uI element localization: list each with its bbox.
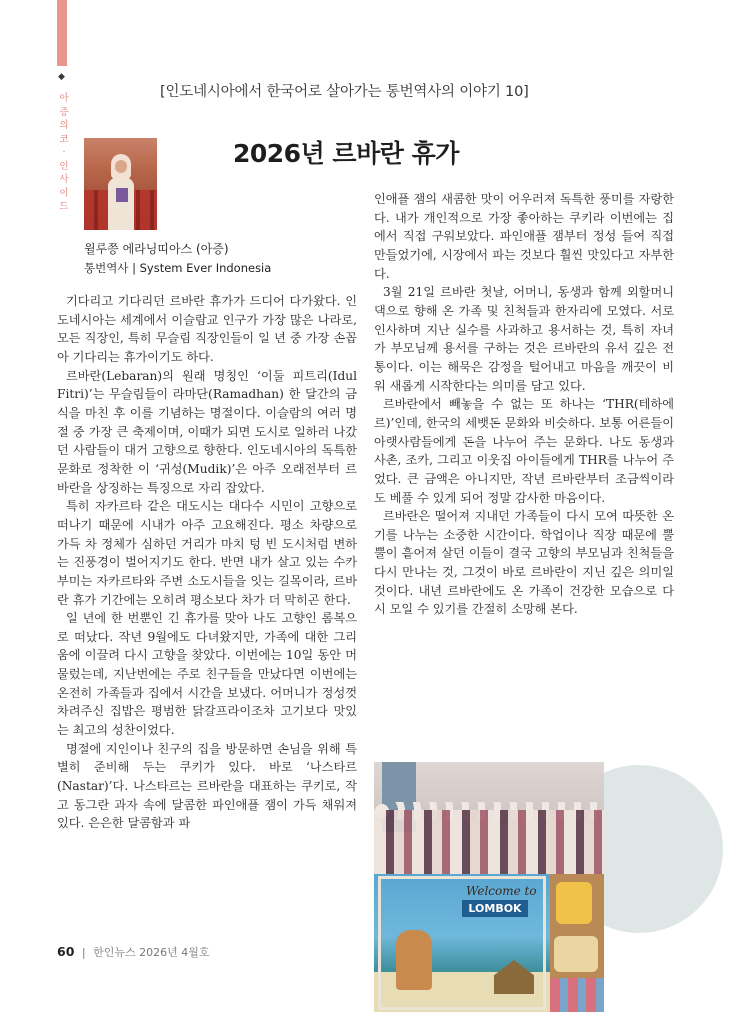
author-name: 윌루쯩 에라닝띠아스 (아증) bbox=[84, 242, 229, 256]
section-label-char: 사 bbox=[59, 174, 69, 185]
section-label-char: · bbox=[62, 147, 66, 158]
page-number: 60 bbox=[57, 944, 75, 959]
section-label-char: 증 bbox=[59, 106, 69, 118]
issue-label: 한인뉴스 2026년 4월호 bbox=[93, 946, 210, 959]
series-heading: [인도네시아에서 한국어로 살아가는 통번역사의 이야기 10] bbox=[160, 84, 529, 100]
author-role: 통번역사 | System Ever Indonesia bbox=[84, 261, 272, 275]
section-label-char: 드 bbox=[59, 201, 69, 212]
paragraph: 르바란은 떨어져 지내던 가족들이 다시 모여 따뜻한 온기를 나누는 소중한 시간이다. 학업이나 직장 때문에 뿔뿔이 흩어져 살던 이들이 결국 고향의 부모님과 친척들을 다시 만나는 것, 그것이 바로 르바란이 지닌 깊은 의미일 것이다. 내년 르바란에도 온 가족이 건강한 모습으로 다시 모일 수 있기를 간절히 소망해 본다. bbox=[374, 509, 674, 617]
paragraph: 3월 21일 르바란 첫날, 어머니, 동생과 함께 외할머니 댁으로 향해 온 가족 및 친척들과 한자리에 모였다. 서로 인사하며 지난 실수를 사과하고 용서하는 것, 특히 자녀가 부모님께 용서를 구하는 것은 르바란의 유서 깊은 전통이다. 이는 해묵은 감정을 털어내고 마음을 깨끗이 비워 새롭게 시작한다는 의미를 담고 있다. bbox=[374, 285, 674, 393]
page-footer bbox=[57, 944, 210, 960]
accent-bar bbox=[57, 0, 67, 66]
article-title: 2026년 르바란 휴가 bbox=[233, 139, 459, 168]
section-label-char: 코 bbox=[59, 133, 69, 145]
article-column-right bbox=[374, 190, 674, 619]
family-gathering-photo bbox=[374, 762, 604, 874]
paragraph: 명절에 지인이나 친구의 집을 방문하면 손님을 위해 특별히 준비해 두는 쿠키가 있다. 바로 ‘나스타르(Nastar)’다. 나스타르는 르바란을 대표하는 쿠키로, 작고 동그란 과자 속에 달콤한 파인애플 잼이 가득 채워져 있다. 은은한 달콤함과 파 bbox=[57, 741, 357, 831]
lombok-poster-photo bbox=[374, 874, 550, 1012]
footer-separator: | bbox=[81, 946, 86, 959]
paragraph: 기다리고 기다리던 르바란 휴가가 드디어 다가왔다. 인도네시아는 세계에서 이슬람교 인구가 가장 많은 나라로, 모든 직장인, 특히 무슬림 직장인들이 일 년 중 가장 손꼽아 기다리는 휴가이기도 하다. bbox=[57, 294, 357, 364]
section-label-char: 의 bbox=[59, 120, 69, 131]
section-label-char: 인 bbox=[59, 160, 69, 172]
section-label bbox=[59, 92, 69, 214]
article-column-left bbox=[57, 292, 357, 833]
paragraph: 르바란(Lebaran)의 원래 명칭인 ‘이둘 피트리(Idul Fitri)’는 무슬림들이 라마단(Ramadhan) 한 달간의 금식을 마친 후 이를 기념하는 명절이다. 이슬람의 여러 명절 중 가장 큰 축제이며, 이때가 되면 도시로 일하러 나갔던 사람들이 대거 고향으로 향한다. 인도네시아의 독특한 문화로 정착한 이 ‘귀성(Mudik)’은 아주 오래전부터 르바란을 상징하는 특징으로 자리 잡았다. bbox=[57, 368, 357, 495]
section-label-char: 이 bbox=[59, 187, 69, 199]
section-label-char: 아 bbox=[59, 93, 69, 104]
paragraph: 르바란에서 빼놓을 수 없는 또 하나는 ‘THR(테하에르)’인데, 한국의 세뱃돈 문화와 비슷하다. 보통 어른들이 아랫사람들에게 돈을 나누어 주는 문화다. 나도 동생과 사촌, 조카, 그리고 이웃집 아이들에게 THR를 나누어 주었다. 큰 금액은 아니지만, 작년 르바란부터 조금씩이라도 베풀 수 있게 되어 정말 감사한 마음이다. bbox=[374, 397, 674, 505]
welcome-text: Welcome to bbox=[466, 884, 537, 898]
paragraph: 인애플 잼의 새콤한 맛이 어우러져 독특한 풍미를 자랑한다. 내가 개인적으로 가장 좋아하는 쿠키라 이번에는 집에서 직접 구워보았다. 파인애플 잼부터 정성 들여 직접 만들었기에, 시장에서 파는 것보다 훨씬 맛있다고 자부한다. bbox=[374, 192, 674, 281]
cookie-gifts-photo bbox=[550, 874, 604, 1012]
paragraph: 특히 자카르타 같은 대도시는 대다수 시민이 고향으로 떠나기 때문에 시내가 아주 고요해진다. 평소 차량으로 가득 차 정체가 심하던 거리가 마치 텅 빈 도시처럼 변하는 진풍경이 벌어지기도 한다. 반면 내가 살고 있는 수카부미는 자카르타와 주변 소도시들을 잇는 길목이라, 르바란 휴가 기간에는 오히려 평소보다 차가 더 막히곤 한다. bbox=[57, 499, 357, 607]
diamond-icon: ◆ bbox=[58, 72, 65, 82]
paragraph: 일 년에 한 번뿐인 긴 휴가를 맞아 나도 고향인 롬복으로 떠났다. 작년 9월에도 다녀왔지만, 가족에 대한 그리움에 이끌려 다시 고향을 찾았다. 이번에는 10일 동안 머물렀는데, 지난번에는 주로 친구들을 만났다면 이번에는 온전히 가족들과 집에서 시간을 보냈다. 어머니가 정성껏 차려주신 집밥은 평범한 닭갈프라이조차 고기보다 맛있는 최고의 성찬이었다. bbox=[57, 611, 357, 738]
lombok-text: LOMBOK bbox=[462, 900, 528, 917]
author-photo bbox=[84, 138, 157, 230]
